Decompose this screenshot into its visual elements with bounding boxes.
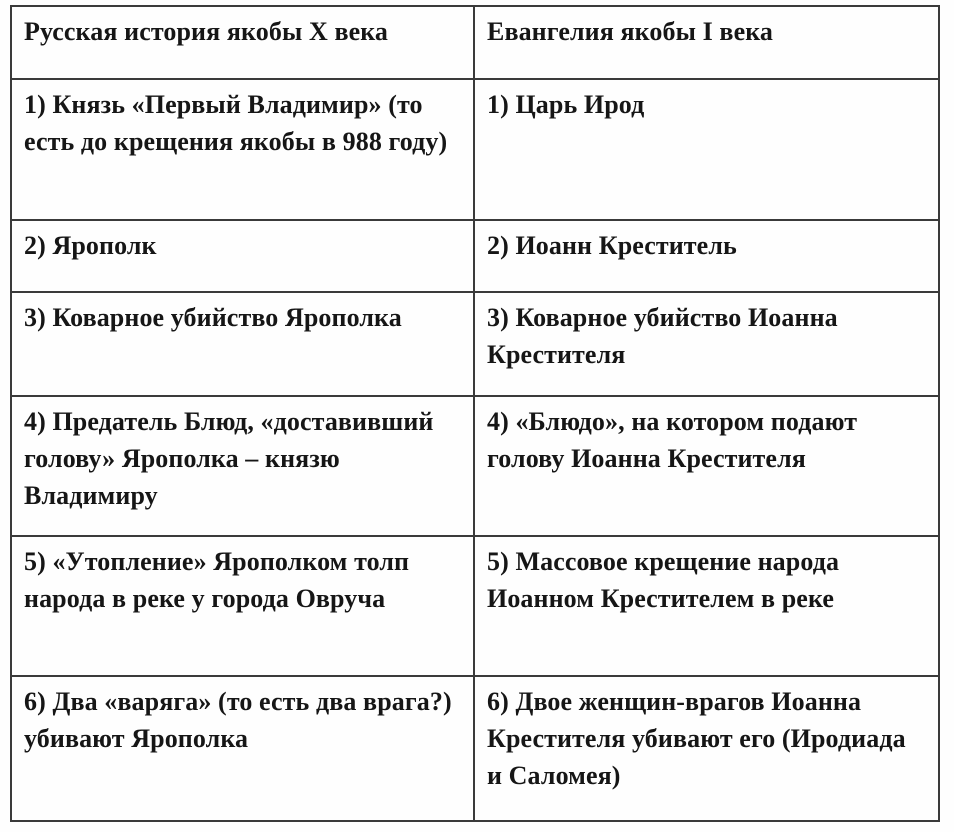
cell-text: 5) «Утопление» Ярополком толп народа в реке у города Овруча [24,547,410,613]
cell-text: 4) Предатель Блюд, «доставивший голову» Ярополка – князю Владимиру [24,407,434,510]
cell-text: 6) Два «варяга» (то есть два врага?) убивают Ярополка [24,687,452,753]
table-row [11,79,939,220]
table-cell-right [474,220,939,292]
table-cell-left [11,536,474,676]
table-cell-left [11,220,474,292]
table-header-row [11,6,939,79]
cell-text: 2) Иоанн Креститель [487,231,737,260]
header-cell-russian-history [11,6,474,79]
table-row [11,676,939,821]
table-row [11,536,939,676]
header-label: Русская история якобы X века [24,17,389,46]
table-row [11,396,939,536]
cell-text: 1) Царь Ирод [487,90,645,119]
table-cell-right [474,396,939,536]
table-cell-left [11,676,474,821]
cell-text: 3) Коварное убийство Ярополка [24,303,402,332]
table-cell-right [474,676,939,821]
table-cell-right [474,536,939,676]
cell-text: 1) Князь «Первый Владимир» (то есть до крещения якобы в 988 году) [24,90,448,156]
cell-text: 3) Коварное убийство Иоанна Крестителя [487,303,838,369]
cell-text: 4) «Блюдо», на котором подают голову Иоанна Крестителя [487,407,858,473]
table-row [11,220,939,292]
table-cell-left [11,79,474,220]
cell-text: 6) Двое женщин-врагов Иоанна Крестителя убивают его (Иродиада и Саломея) [487,687,906,790]
table-cell-left [11,396,474,536]
table-cell-right [474,292,939,396]
table-cell-right [474,79,939,220]
table-cell-left [11,292,474,396]
cell-text: 2) Ярополк [24,231,157,260]
table-row [11,292,939,396]
header-label: Евангелия якобы I века [487,17,773,46]
cell-text: 5) Массовое крещение народа Иоанном Крестителем в реке [487,547,840,613]
comparison-table [10,5,940,822]
header-cell-gospels [474,6,939,79]
